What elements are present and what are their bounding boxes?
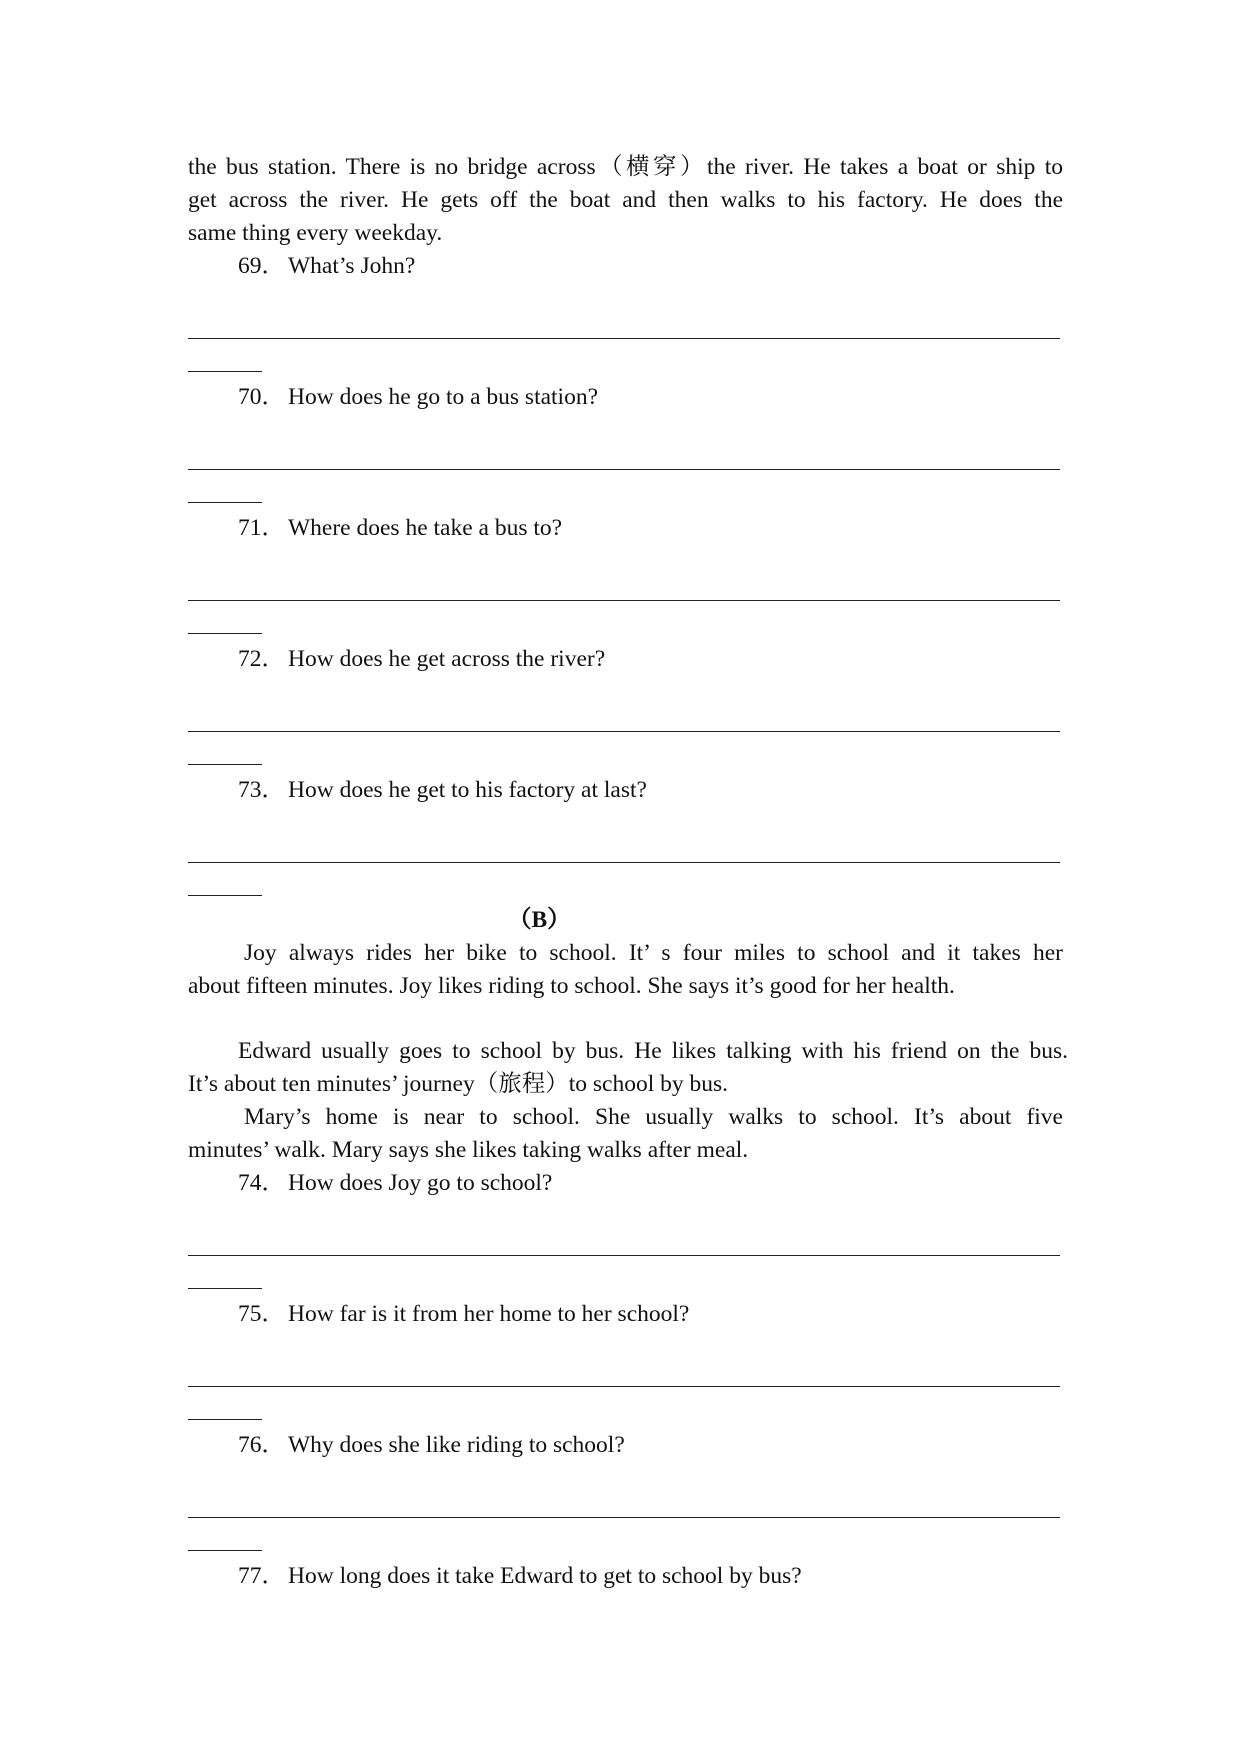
- answer-line-continuation[interactable]: [188, 1419, 262, 1420]
- question-69: [238, 250, 415, 283]
- passage-line: the bus station. There is no bridge across（横穿）the river. He takes a boat or ship to: [188, 154, 1063, 180]
- answer-line-continuation[interactable]: [188, 633, 262, 634]
- answer-line-continuation[interactable]: [188, 764, 262, 765]
- passage-line: get across the river. He gets off the boat and then walks to his factory. He does the: [188, 187, 1063, 213]
- question-73: [238, 774, 647, 807]
- passage-b-joy: [188, 937, 1063, 1003]
- passage-line: [188, 937, 1063, 970]
- question-number: 70．: [238, 384, 285, 410]
- passage-b-mary: [188, 1101, 1063, 1167]
- passage-line: [188, 1035, 1068, 1068]
- answer-line[interactable]: [188, 1255, 1060, 1256]
- question-text: Where does he take a bus to?: [288, 515, 563, 541]
- question-text: How does he get to his factory at last?: [288, 777, 647, 803]
- question-text: What’s John?: [288, 253, 416, 279]
- passage-line-text: Mary’s home is near to school. She usually walks to school. It’s about five: [244, 1104, 1063, 1130]
- section-b-heading: （B）: [508, 907, 571, 933]
- passage-line-text: Edward usually goes to school by bus. He likes talking with his friend on the bus.: [238, 1038, 1068, 1064]
- answer-line-continuation[interactable]: [188, 371, 262, 372]
- answer-line[interactable]: [188, 731, 1060, 732]
- question-number: 69．: [238, 253, 285, 279]
- passage-line: [188, 1101, 1063, 1134]
- question-74: [238, 1167, 552, 1200]
- question-text: How long does it take Edward to get to school by bus?: [288, 1563, 802, 1589]
- question-text: How does Joy go to school?: [288, 1170, 553, 1196]
- passage-a-tail: [188, 151, 1063, 250]
- question-number: 73．: [238, 777, 285, 803]
- passage-line: minutes’ walk. Mary says she likes taking walks after meal.: [188, 1137, 749, 1163]
- question-number: 75．: [238, 1301, 285, 1327]
- question-70: [238, 381, 598, 414]
- question-number: 72．: [238, 646, 285, 672]
- question-72: [238, 643, 605, 676]
- question-number: 71．: [238, 515, 285, 541]
- answer-line[interactable]: [188, 600, 1060, 601]
- answer-line[interactable]: [188, 469, 1060, 470]
- question-text: How far is it from her home to her school?: [288, 1301, 690, 1327]
- passage-line: It’s about ten minutes’ journey（旅程）to school by bus.: [188, 1071, 729, 1097]
- answer-line-continuation[interactable]: [188, 502, 262, 503]
- answer-line[interactable]: [188, 338, 1060, 339]
- question-text: How does he go to a bus station?: [288, 384, 599, 410]
- answer-line[interactable]: [188, 1517, 1060, 1518]
- answer-line[interactable]: [188, 862, 1060, 863]
- question-number: 76．: [238, 1432, 285, 1458]
- question-76: [238, 1429, 625, 1462]
- passage-line-text: Joy always rides her bike to school. It’ s four miles to school and it takes her: [244, 940, 1063, 966]
- question-75: [238, 1298, 689, 1331]
- passage-line: about fifteen minutes. Joy likes riding to school. She says it’s good for her health.: [188, 973, 955, 999]
- answer-line-continuation[interactable]: [188, 895, 262, 896]
- answer-line-continuation[interactable]: [188, 1550, 262, 1551]
- question-text: Why does she like riding to school?: [288, 1432, 625, 1458]
- passage-line: same thing every weekday.: [188, 220, 443, 246]
- answer-line[interactable]: [188, 1386, 1060, 1387]
- question-number: 77．: [238, 1563, 285, 1589]
- answer-line-continuation[interactable]: [188, 1288, 262, 1289]
- passage-b-edward: [188, 1035, 1068, 1101]
- question-71: [238, 512, 562, 545]
- question-text: How does he get across the river?: [288, 646, 606, 672]
- question-number: 74．: [238, 1170, 285, 1196]
- question-77: [238, 1560, 802, 1593]
